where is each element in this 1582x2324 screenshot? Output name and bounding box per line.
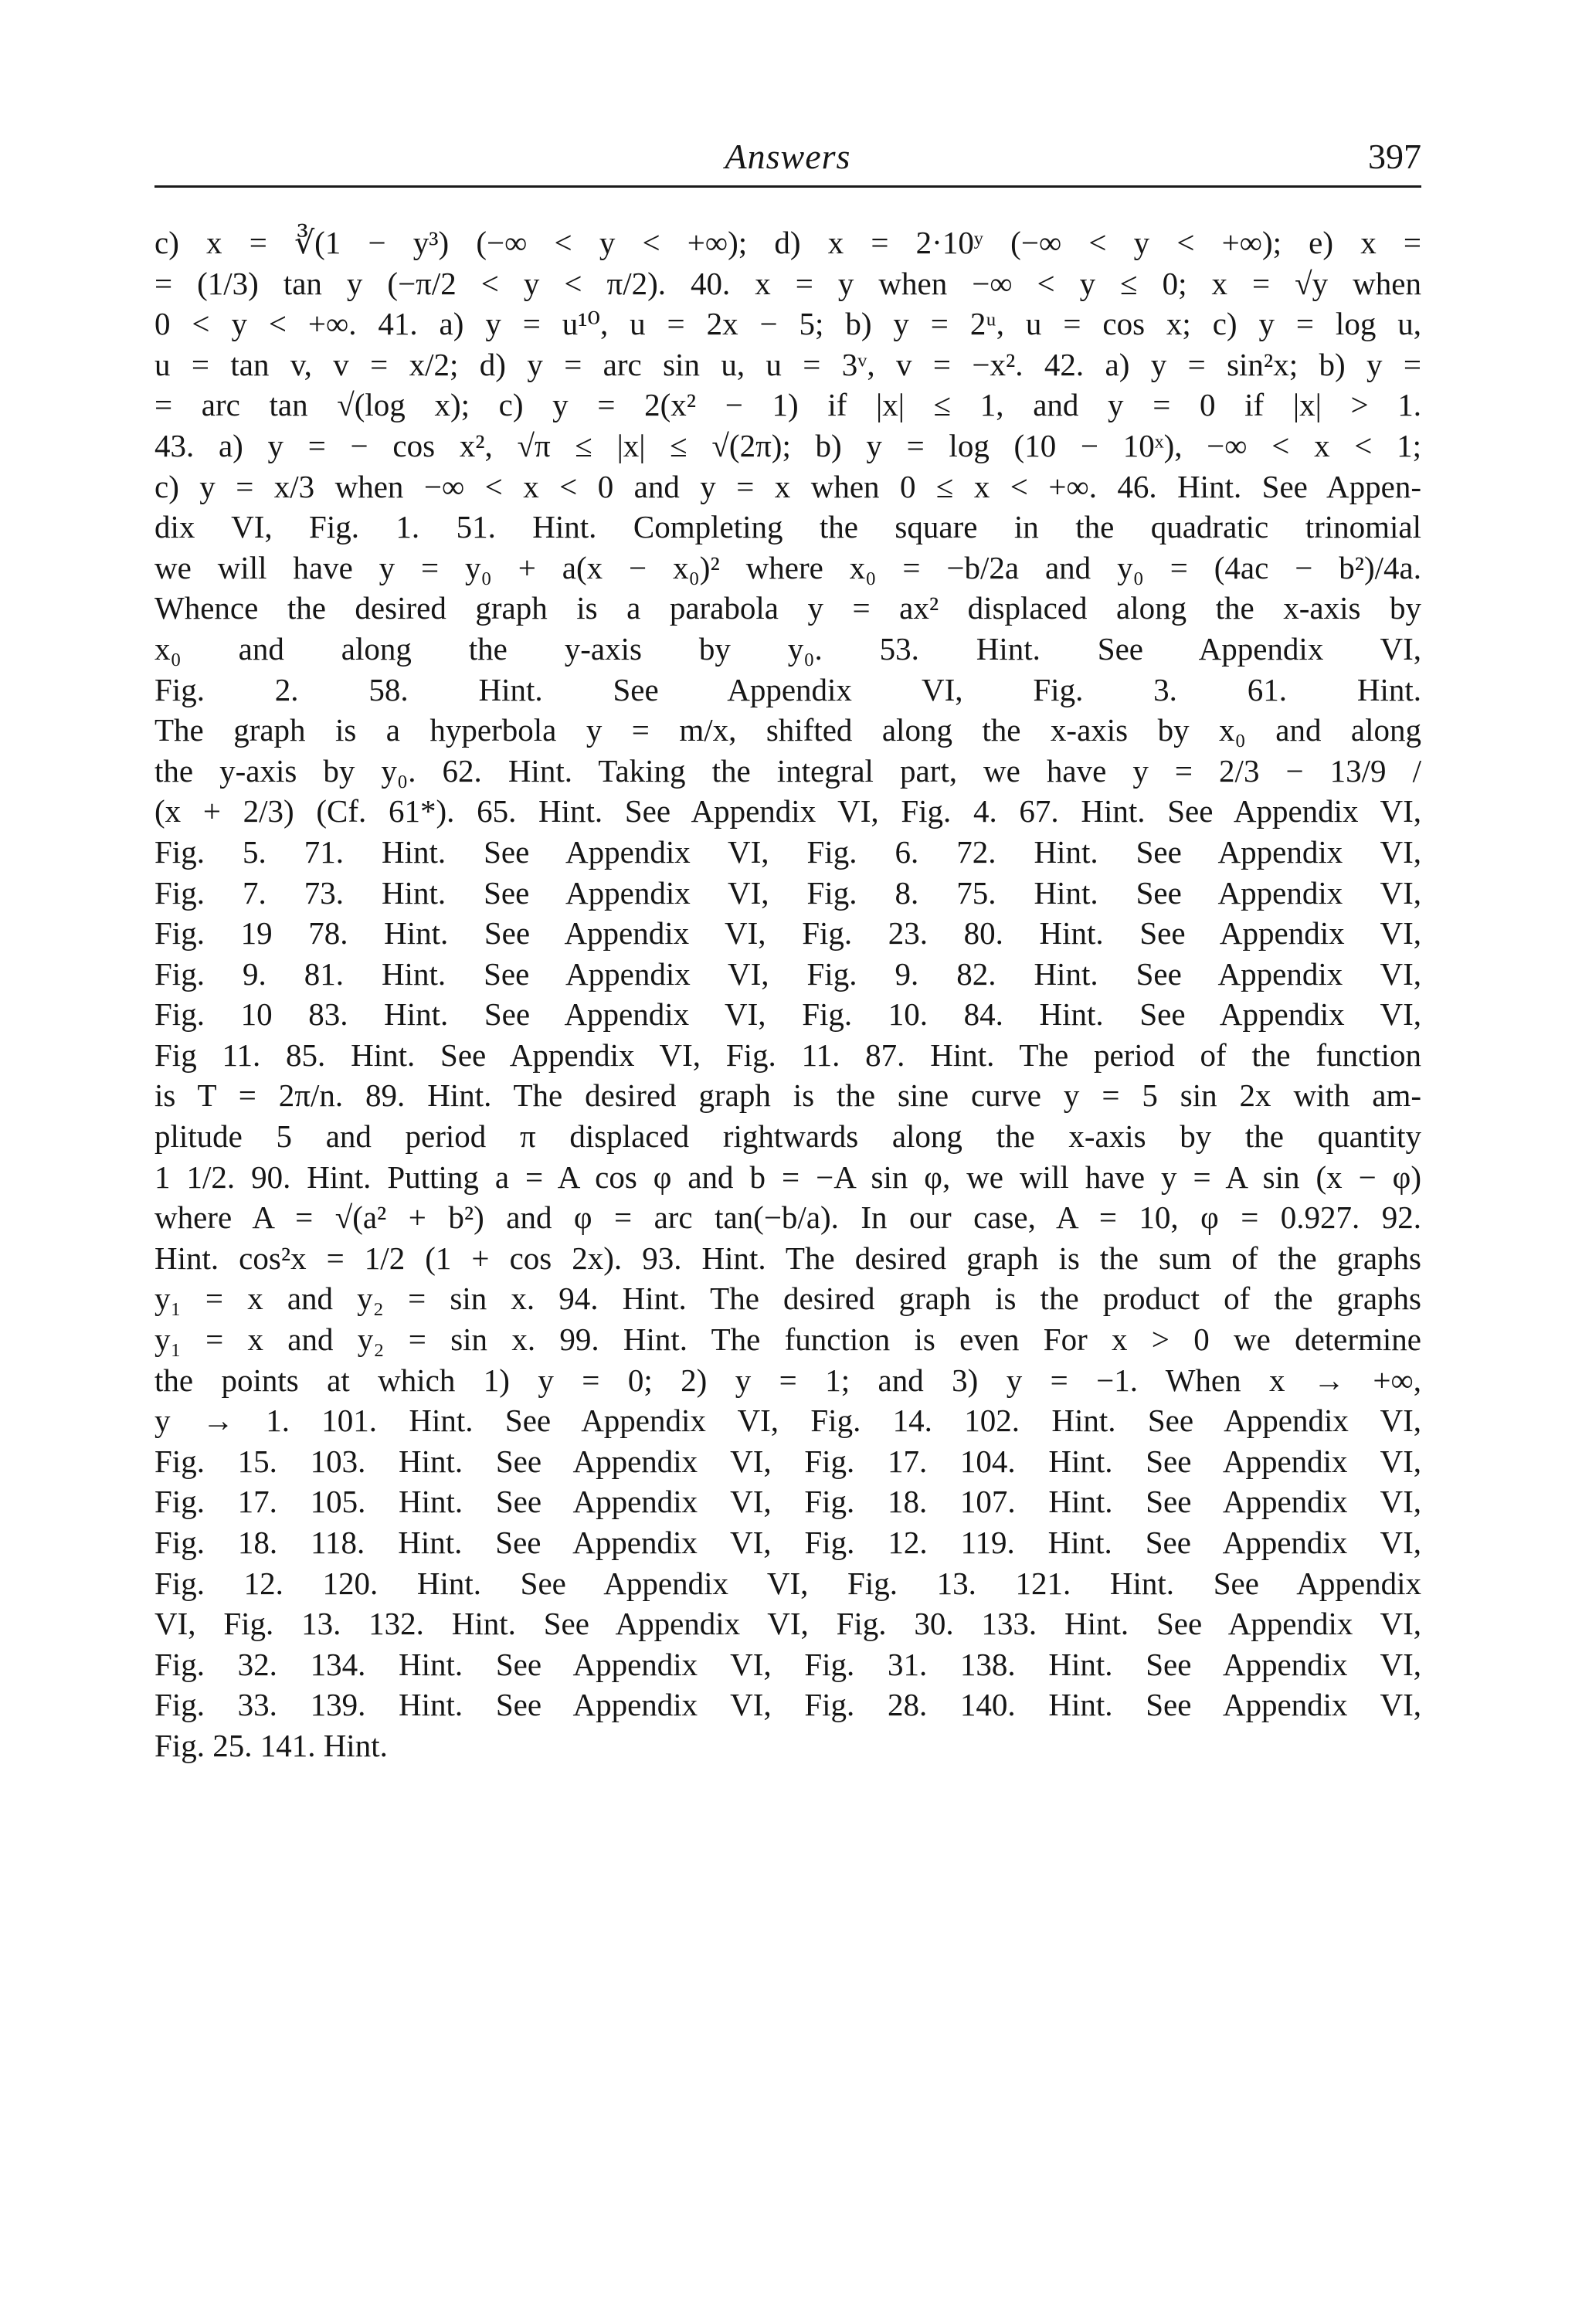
text-line: Fig. 32. 134. Hint. See Appendix VI, Fig. 31. 138. Hint. See Appendix VI, — [154, 1646, 1421, 1682]
text-line: (x + 2/3) (Cf. 61*). 65. Hint. See Appendix VI, Fig. 4. 67. Hint. See Appendix VI, — [154, 793, 1421, 830]
text-line: VI, Fig. 13. 132. Hint. See Appendix VI, Fig. 30. 133. Hint. See Appendix VI, — [154, 1606, 1421, 1642]
text-line: y → 1. 101. Hint. See Appendix VI, Fig. 14. 102. Hint. See Appendix VI, — [154, 1403, 1421, 1439]
text-line: 1 1/2. 90. Hint. Putting a = A cos φ and b = −A sin φ, we will have y = A sin (x − φ) — [154, 1159, 1421, 1195]
text-line: Fig 11. 85. Hint. See Appendix VI, Fig. 11. 87. Hint. The period of the function — [154, 1036, 1421, 1073]
text-line: The graph is a hyperbola y = m/x, shifted along the x-axis by x₀ and along — [154, 712, 1421, 748]
running-head: Answers — [725, 137, 851, 176]
text-line: plitude 5 and period π displaced rightwards along the x-axis by the quantity — [154, 1118, 1421, 1155]
text-line: = arc tan √(log x); c) y = 2(x² − 1) if |x| ≤ 1, and y = 0 if |x| > 1. — [154, 387, 1421, 423]
text-line: Fig. 17. 105. Hint. See Appendix VI, Fig. 18. 107. Hint. See Appendix VI, — [154, 1484, 1421, 1520]
text-line: y₁ = x and y₂ = sin x. 94. Hint. The desired graph is the product of the graphs — [154, 1281, 1421, 1317]
text-line: Fig. 25. 141. Hint. — [154, 1727, 388, 1763]
text-line: u = tan v, v = x/2; d) y = arc sin u, u = 3ᵛ, v = −x². 42. a) y = sin²x; b) y = — [154, 346, 1421, 382]
text-line: where A = √(a² + b²) and φ = arc tan(−b/a). In our case, A = 10, φ = 0.927. 92. — [154, 1199, 1421, 1236]
text-line: we will have y = y₀ + a(x − x₀)² where x₀ = −b/2a and y₀ = (4ac − b²)/4a. — [154, 549, 1421, 585]
text-line: dix VI, Fig. 1. 51. Hint. Completing the square in the quadratic trinomial — [154, 509, 1421, 545]
text-line: 43. a) y = − cos x², √π ≤ |x| ≤ √(2π); b) y = log (10 − 10ˣ), −∞ < x < 1; — [154, 427, 1421, 463]
text-line: Fig. 33. 139. Hint. See Appendix VI, Fig. 28. 140. Hint. See Appendix VI, — [154, 1687, 1421, 1723]
text-line: Fig. 12. 120. Hint. See Appendix VI, Fig. 13. 121. Hint. See Appendix — [154, 1565, 1421, 1601]
text-line: Fig. 10 83. Hint. See Appendix VI, Fig. 10. 84. Hint. See Appendix VI, — [154, 996, 1421, 1033]
text-line: Fig. 2. 58. Hint. See Appendix VI, Fig. 3. 61. Hint. — [154, 671, 1421, 707]
text-line: Fig. 18. 118. Hint. See Appendix VI, Fig. 12. 119. Hint. See Appendix VI, — [154, 1525, 1421, 1560]
text-line: is T = 2π/n. 89. Hint. The desired graph is the sine curve y = 5 sin 2x with am- — [154, 1077, 1421, 1114]
text-line: c) x = ∛(1 − y³) (−∞ < y < +∞); d) x = 2·10ʸ (−∞ < y < +∞); e) x = — [154, 225, 1421, 260]
page-header — [154, 130, 1421, 188]
text-line: Fig. 19 78. Hint. See Appendix VI, Fig. 23. 80. Hint. See Appendix VI, — [154, 915, 1421, 952]
text-line: Fig. 7. 73. Hint. See Appendix VI, Fig. 8. 75. Hint. See Appendix VI, — [154, 874, 1421, 911]
text-line: Whence the desired graph is a parabola y = ax² displaced along the x-axis by — [154, 590, 1421, 626]
text-line: the points at which 1) y = 0; 2) y = 1; and 3) y = −1. When x → +∞, — [154, 1362, 1421, 1398]
text-line: Fig. 15. 103. Hint. See Appendix VI, Fig. 17. 104. Hint. See Appendix VI, — [154, 1443, 1421, 1479]
text-line: Hint. cos²x = 1/2 (1 + cos 2x). 93. Hint. The desired graph is the sum of the graphs — [154, 1240, 1421, 1276]
text-line: x₀ and along the y-axis by y₀. 53. Hint. See Appendix VI, — [154, 630, 1421, 667]
text-line: c) y = x/3 when −∞ < x < 0 and y = x when 0 ≤ x < +∞. 46. Hint. See Appen- — [154, 468, 1421, 504]
text-line: 0 < y < +∞. 41. a) y = u¹⁰, u = 2x − 5; b) y = 2ᵘ, u = cos x; c) y = log u, — [154, 306, 1421, 342]
text-line: the y-axis by y₀. 62. Hint. Taking the integral part, we have y = 2/3 − 13/9 / — [154, 752, 1421, 789]
text-line: Fig. 9. 81. Hint. See Appendix VI, Fig. 9. 82. Hint. See Appendix VI, — [154, 955, 1421, 992]
text-line: Fig. 5. 71. Hint. See Appendix VI, Fig. 6. 72. Hint. See Appendix VI, — [154, 833, 1421, 870]
text-line: = (1/3) tan y (−π/2 < y < π/2). 40. x = y when −∞ < y ≤ 0; x = √y when — [154, 265, 1421, 301]
answers-text — [154, 222, 1421, 1766]
page-number: 397 — [1368, 137, 1421, 176]
text-line: y₁ = x and y₂ = sin x. 99. Hint. The function is even For x > 0 we determine — [154, 1321, 1421, 1358]
